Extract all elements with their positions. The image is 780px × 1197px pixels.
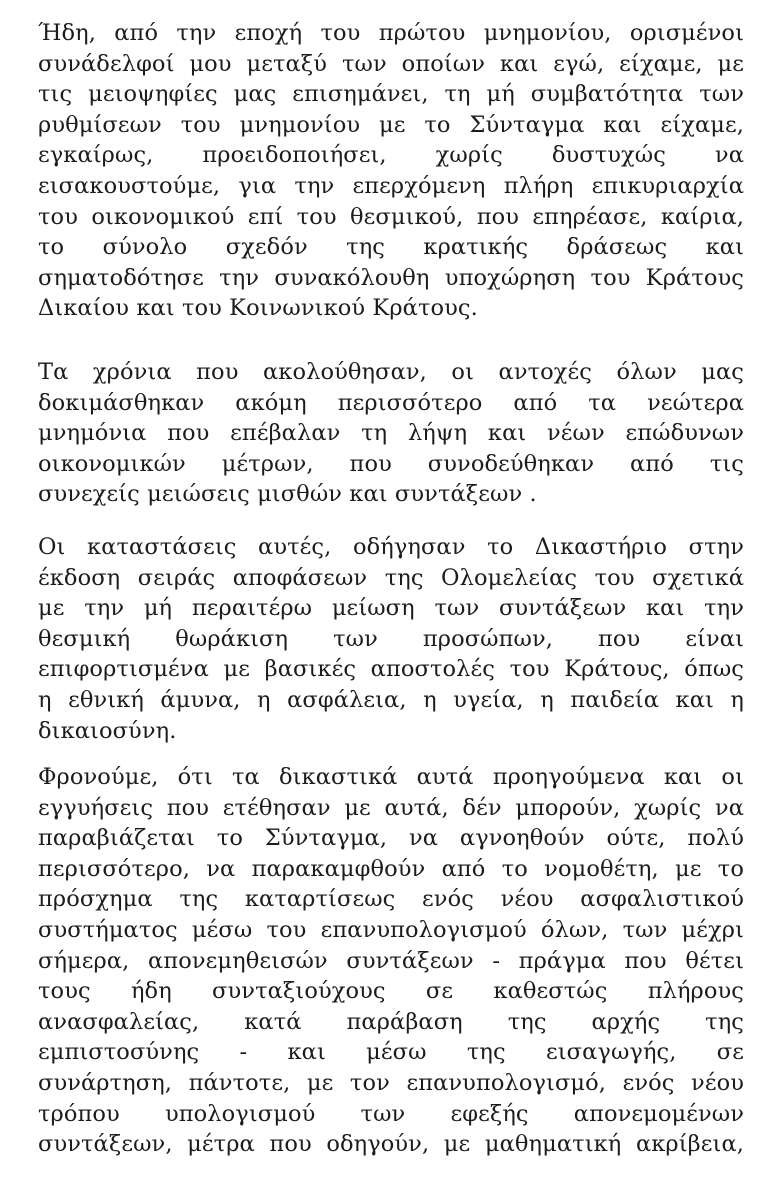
text-line: παραβιάζεται το Σύνταγμα, να αγνοηθούν ούτε, πολύ (38, 825, 744, 852)
text-line: περισσότερο, να παρακαμφθούν από το νομοθέτη, με το (38, 855, 744, 882)
text-line: συντάξεων, μέτρα που οδηγούν, με μαθηματική ακρίβεια, (38, 1131, 744, 1158)
text-line: τις μειοψηφίες μας επισημάνει, τη μή συμβατότητα των (38, 81, 744, 108)
text-line: με την μή περαιτέρω μείωση των συντάξεων και την (38, 595, 744, 622)
paragraph-2 (38, 357, 744, 510)
text-line: σήμερα, απονεμηθεισών συντάξεων - πράγμα που θέτει (38, 947, 744, 974)
text-line: θεσμική θωράκιση των προσώπων, που είναι (38, 625, 744, 652)
text-line: σηματοδότησε την συνακόλουθη υποχώρηση του Κράτους (38, 264, 744, 291)
text-line: εγγυήσεις που ετέθησαν με αυτά, δέν μπορούν, χωρίς να (38, 794, 744, 821)
text-line: τους ήδη συνταξιούχους σε καθεστώς πλήρους (38, 978, 744, 1005)
text-line: πρόσχημα της καταρτίσεως ενός νέου ασφαλιστικού (38, 886, 744, 913)
text-line: Ήδη, από την εποχή του πρώτου μνημονίου, ορισμένοι (38, 20, 744, 46)
text-line: του οικονομικού επί του θεσμικού, που επηρέασε, καίρια, (38, 203, 744, 230)
text-line: Τα χρόνια που ακολούθησαν, οι αντοχές όλων μας (38, 359, 744, 385)
paragraph-4 (38, 762, 744, 1160)
paragraph-1 (38, 18, 744, 324)
text-line: Φρονούμε, ότι τα δικαστικά αυτά προηγούμενα και οι (38, 764, 744, 790)
paragraph-3 (38, 532, 744, 746)
text-line: συνάρτηση, πάντοτε, με τον επανυπολογισμό, ενός νέου (38, 1069, 744, 1096)
text-line: συστήματος μέσω του επανυπολογισμού όλων, των μέχρι (38, 916, 744, 943)
text-line: έκδοση σειράς αποφάσεων της Ολομελείας του σχετικά (38, 564, 744, 591)
text-line: δικαιοσύνη. (38, 717, 177, 744)
text-line: μνημόνια που επέβαλαν τη λήψη και νέων επώδυνων (38, 420, 744, 447)
text-line: ρυθμίσεων του μνημονίου με το Σύνταγμα και είχαμε, (38, 111, 744, 138)
text-line: εγκαίρως, προειδοποιήσει, χωρίς δυστυχώς να (38, 142, 744, 169)
text-line: εμπιστοσύνης - και μέσω της εισαγωγής, σε (38, 1039, 744, 1066)
text-line: τρόπου υπολογισμού των εφεξής απονεμομένων (38, 1100, 744, 1127)
text-line: η εθνική άμυνα, η ασφάλεια, η υγεία, η παιδεία και η (38, 686, 744, 713)
text-line: συνάδελφοί μου μεταξύ των οποίων και εγώ, είχαμε, με (38, 50, 744, 77)
text-line: το σύνολο σχεδόν της κρατικής δράσεως και (38, 234, 744, 261)
text-line: δοκιμάσθηκαν ακόμη περισσότερο από τα νεώτερα (38, 389, 744, 416)
text-line: συνεχείς μειώσεις μισθών και συντάξεων . (38, 481, 537, 508)
text-line: ανασφαλείας, κατά παράβαση της αρχής της (38, 1008, 744, 1035)
text-line: Οι καταστάσεις αυτές, οδήγησαν το Δικαστήριο στην (38, 534, 744, 560)
text-line: επιφορτισμένα με βασικές αποστολές του Κράτους, όπως (38, 656, 744, 683)
text-line: οικονομικών μέτρων, που συνοδεύθηκαν από τις (38, 450, 744, 477)
text-line: Δικαίου και του Κοινωνικού Κράτους. (38, 295, 478, 322)
text-line: εισακουστούμε, για την επερχόμενη πλήρη επικυριαρχία (38, 172, 744, 199)
